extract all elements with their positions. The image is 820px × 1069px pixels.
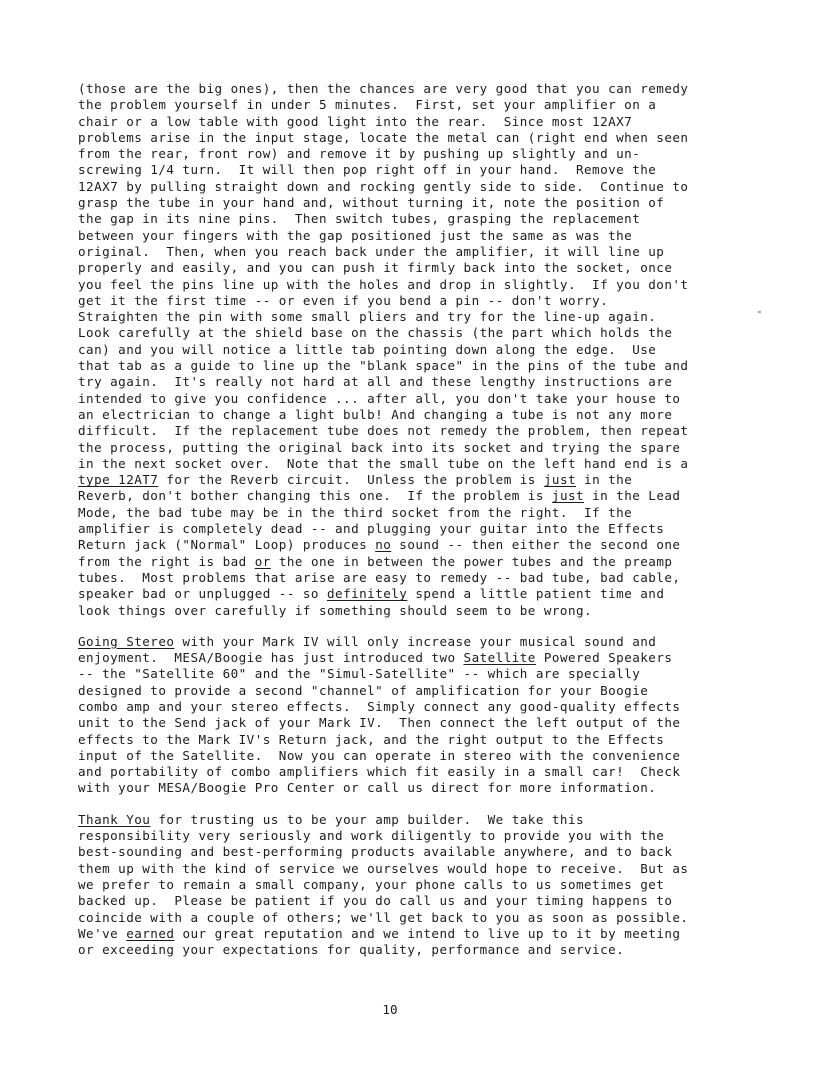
text-line xyxy=(78,488,718,504)
text-line xyxy=(78,666,718,682)
text-segment: you feel the pins line up with the holes and drop in slightly. If you don't xyxy=(78,276,689,292)
text-line xyxy=(78,277,718,293)
text-line xyxy=(78,456,718,472)
text-segment: 12AX7 by pulling straight down and rocking gently side to side. Continue to xyxy=(78,178,689,194)
text-segment: Reverb, don't bother changing this one. If the problem is xyxy=(78,488,552,504)
text-segment: screwing 1/4 turn. It will then pop right off in your hand. Remove the xyxy=(78,162,657,178)
text-line xyxy=(78,910,718,926)
scan-speck xyxy=(758,311,761,313)
text-segment: unit to the Send jack of your Mark IV. Then connect the left output of the xyxy=(78,715,681,731)
text-segment: the process, putting the original back into its socket and trying the spare xyxy=(78,439,681,455)
underlined-emphasis: no xyxy=(375,537,392,553)
text-line xyxy=(78,586,718,602)
text-segment: chair or a low table with good light into the rear. Since most 12AX7 xyxy=(78,113,633,129)
text-segment: or exceeding your expectations for quality, performance and service. xyxy=(78,942,625,958)
text-segment: spend a little patient time and xyxy=(407,586,665,602)
text-line xyxy=(78,537,718,553)
text-segment: for trusting us to be your amp builder. We take this xyxy=(150,811,585,827)
paragraph-gap xyxy=(78,619,718,634)
text-segment: with your MESA/Boogie Pro Center or call us direct for more information. xyxy=(78,780,657,796)
text-segment: responsibility very seriously and work diligently to provide you with the xyxy=(78,828,665,844)
text-line xyxy=(78,570,718,586)
text-line xyxy=(78,828,718,844)
underlined-emphasis: earned xyxy=(126,925,175,941)
text-line xyxy=(78,603,718,619)
text-segment: can) and you will notice a little tab pointing down along the edge. Use xyxy=(78,341,657,357)
text-line xyxy=(78,942,718,958)
text-segment: tubes. Most problems that arise are easy to remedy -- bad tube, bad cable, xyxy=(78,569,681,585)
text-segment: our great reputation and we intend to live up to it by meeting xyxy=(174,925,681,941)
text-line xyxy=(78,732,718,748)
text-segment: between your fingers with the gap positioned just the same as was the xyxy=(78,227,633,243)
text-segment: from the rear, front row) and remove it by pushing up slightly and un- xyxy=(78,146,641,162)
text-segment: problems arise in the input stage, locate the metal can (right end when seen xyxy=(78,129,689,145)
text-segment: in the Lead xyxy=(584,488,681,504)
text-line xyxy=(78,325,718,341)
text-segment: an electrician to change a light bulb! And changing a tube is not any more xyxy=(78,406,673,422)
text-line xyxy=(78,358,718,374)
text-segment: speaker bad or unplugged -- so xyxy=(78,586,327,602)
text-line xyxy=(78,844,718,860)
underlined-emphasis: Thank You xyxy=(78,811,151,827)
underlined-emphasis: just xyxy=(543,472,577,488)
text-line xyxy=(78,440,718,456)
text-segment: in the xyxy=(576,472,633,488)
text-segment: sound -- then either the second one xyxy=(391,537,681,553)
text-segment: -- the "Satellite 60" and the "Simul-Satellite" -- which are specially xyxy=(78,666,641,682)
text-line xyxy=(78,877,718,893)
text-line xyxy=(78,130,718,146)
text-segment: amplifier is completely dead -- and plugging your guitar into the Effects xyxy=(78,521,665,537)
text-segment: look things over carefully if something should seem to be wrong. xyxy=(78,602,593,618)
text-segment: the gap in its nine pins. Then switch tubes, grasping the replacement xyxy=(78,211,641,227)
underlined-emphasis: definitely xyxy=(327,586,408,602)
text-line xyxy=(78,342,718,358)
text-segment: Mode, the bad tube may be in the third socket from the right. If the xyxy=(78,504,633,520)
text-line xyxy=(78,114,718,130)
text-segment: we prefer to remain a small company, your phone calls to us sometimes get xyxy=(78,876,665,892)
text-segment: Return jack ("Normal" Loop) produces xyxy=(78,537,376,553)
text-segment: from the right is bad xyxy=(78,553,255,569)
text-line xyxy=(78,748,718,764)
text-line xyxy=(78,195,718,211)
page-number: 10 xyxy=(382,1002,398,1017)
text-segment: effects to the Mark IV's Return jack, and the right output to the Effects xyxy=(78,731,665,747)
text-line xyxy=(78,812,718,828)
text-line xyxy=(78,293,718,309)
text-line xyxy=(78,162,718,178)
text-line xyxy=(78,505,718,521)
underlined-emphasis: Satellite xyxy=(463,650,536,666)
text-line xyxy=(78,179,718,195)
text-line xyxy=(78,260,718,276)
text-line xyxy=(78,146,718,162)
text-segment: Look carefully at the shield base on the chassis (the part which holds the xyxy=(78,325,673,341)
text-line xyxy=(78,715,718,731)
text-segment: in the next socket over. Note that the small tube on the left hand end is a xyxy=(78,455,689,471)
text-segment: that tab as a guide to line up the "blank space" in the pins of the tube and xyxy=(78,358,689,374)
text-segment: coincide with a couple of others; we'll get back to you as soon as possible. xyxy=(78,909,689,925)
text-segment: the problem yourself in under 5 minutes. First, set your amplifier on a xyxy=(78,97,657,113)
paragraph-going-stereo xyxy=(78,634,718,797)
text-segment: and portability of combo amplifiers which fit easily in a small car! Check xyxy=(78,764,681,780)
text-segment: the one in between the power tubes and the preamp xyxy=(270,553,673,569)
text-segment: grasp the tube in your hand and, without turning it, note the position of xyxy=(78,195,665,211)
text-segment: try again. It's really not hard at all and these lengthy instructions are xyxy=(78,374,673,390)
underlined-emphasis: or xyxy=(254,553,271,569)
paragraph-gap xyxy=(78,797,718,812)
text-line xyxy=(78,374,718,390)
text-line xyxy=(78,683,718,699)
text-line xyxy=(78,211,718,227)
text-line xyxy=(78,650,718,666)
text-segment: get it the first time -- or even if you bend a pin -- don't worry. xyxy=(78,292,609,308)
text-line xyxy=(78,893,718,909)
underlined-emphasis: Going Stereo xyxy=(78,633,175,649)
text-line xyxy=(78,391,718,407)
text-segment: them up with the kind of service we ourselves would hope to receive. But as xyxy=(78,860,689,876)
underlined-emphasis: just xyxy=(551,488,585,504)
text-line xyxy=(78,244,718,260)
text-segment: properly and easily, and you can push it firmly back into the socket, once xyxy=(78,260,673,276)
text-segment: difficult. If the replacement tube does not remedy the problem, then repeat xyxy=(78,423,689,439)
text-segment: backed up. Please be patient if you do call us and your timing happens to xyxy=(78,893,673,909)
underlined-emphasis: type 12AT7 xyxy=(78,472,159,488)
text-segment: (those are the big ones), then the chances are very good that you can remedy xyxy=(78,81,689,96)
text-line xyxy=(78,699,718,715)
paragraph-thank-you xyxy=(78,812,718,959)
text-line xyxy=(78,554,718,570)
text-segment: for the Reverb circuit. Unless the problem is xyxy=(158,472,544,488)
text-line xyxy=(78,81,718,97)
text-line xyxy=(78,407,718,423)
text-line xyxy=(78,764,718,780)
body-text xyxy=(78,81,718,958)
paragraph-tube-replacement xyxy=(78,81,718,619)
text-segment: best-sounding and best-performing products available anywhere, and to back xyxy=(78,844,673,860)
text-segment: designed to provide a second "channel" of amplification for your Boogie xyxy=(78,682,649,698)
text-segment: original. Then, when you reach back under the amplifier, it will line up xyxy=(78,243,665,259)
text-line xyxy=(78,97,718,113)
text-segment: with your Mark IV will only increase your musical sound and xyxy=(174,633,657,649)
text-segment: enjoyment. MESA/Boogie has just introduced two xyxy=(78,650,464,666)
text-segment: input of the Satellite. Now you can operate in stereo with the convenience xyxy=(78,747,681,763)
text-segment: We've xyxy=(78,925,127,941)
text-segment: Powered Speakers xyxy=(535,650,673,666)
text-segment: intended to give you confidence ... after all, you don't take your house to xyxy=(78,390,681,406)
text-line xyxy=(78,634,718,650)
text-line xyxy=(78,423,718,439)
text-line xyxy=(78,309,718,325)
text-line xyxy=(78,472,718,488)
text-segment: combo amp and your stereo effects. Simply connect any good-quality effects xyxy=(78,698,681,714)
text-line xyxy=(78,521,718,537)
text-line xyxy=(78,228,718,244)
text-line xyxy=(78,926,718,942)
text-segment: Straighten the pin with some small pliers and try for the line-up again. xyxy=(78,309,657,325)
text-line xyxy=(78,780,718,796)
text-line xyxy=(78,861,718,877)
